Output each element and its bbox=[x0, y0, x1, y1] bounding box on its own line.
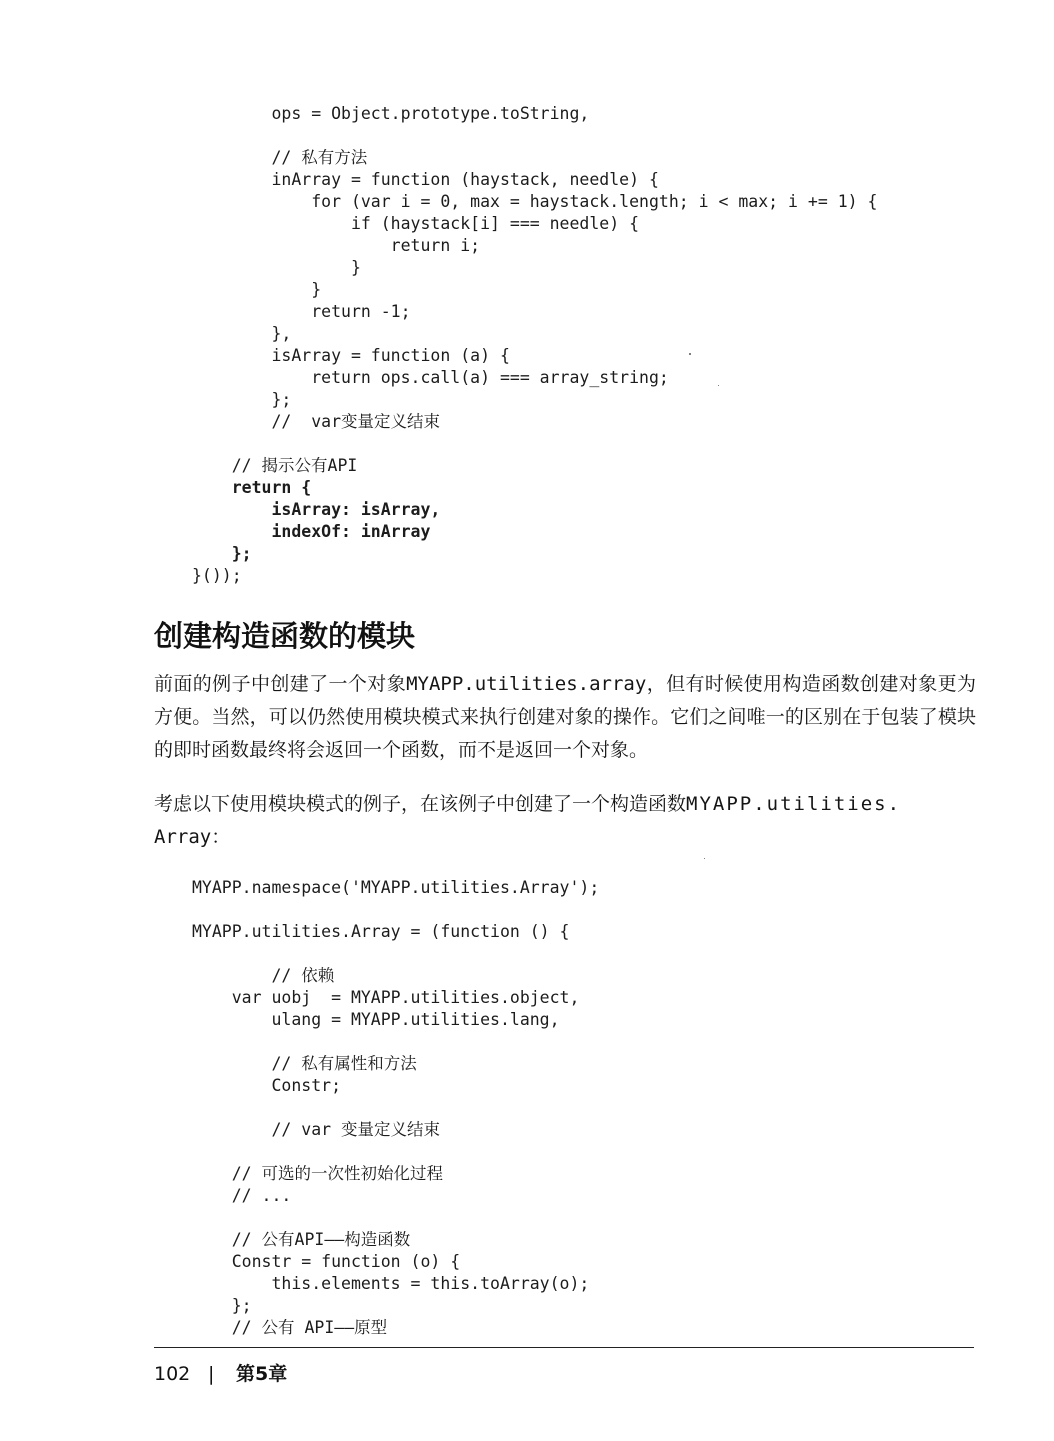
code-line bbox=[192, 1207, 599, 1229]
body-paragraph-1 bbox=[154, 668, 976, 767]
code-block-module-pattern bbox=[192, 103, 877, 587]
scan-speck bbox=[704, 858, 705, 859]
paragraph-1-inline-code: MYAPP.utilities.array bbox=[406, 673, 647, 695]
code-line: Constr = function (o) { bbox=[192, 1252, 461, 1271]
code-line: // 揭示公有API bbox=[192, 456, 358, 475]
code-line: indexOf: inArray bbox=[192, 522, 431, 541]
footer-rule bbox=[154, 1347, 974, 1348]
code-line: // var变量定义结束 bbox=[192, 412, 441, 431]
code-line: inArray = function (haystack, needle) { bbox=[192, 170, 659, 189]
code-line: ops = Object.prototype.toString, bbox=[192, 104, 590, 123]
paragraph-2-text-after: ： bbox=[211, 826, 231, 848]
paragraph-1-text-after: ，但有时候使用构造函数创建对象更为方便。当然，可以仍然使用模块模式来执行创建对象的操作。它们之间唯一的区别在于包装了模块的即时函数最终将会返回一个函数，而不是返回一个对象。 bbox=[154, 673, 976, 761]
paragraph-2-inline-code: MYAPP.utilities. bbox=[686, 793, 902, 815]
code-line: this.elements = this.toArray(o); bbox=[192, 1274, 590, 1293]
code-line: MYAPP.utilities.Array = (function () { bbox=[192, 922, 570, 941]
code-line: }; bbox=[192, 390, 292, 409]
code-line: // 可选的一次性初始化过程 bbox=[192, 1164, 444, 1183]
code-line: }; bbox=[192, 1296, 252, 1315]
paragraph-2-text-before: 考虑以下使用模块模式的例子，在该例子中创建了一个构造函数 bbox=[154, 793, 687, 815]
code-line bbox=[192, 943, 599, 965]
code-line: ulang = MYAPP.utilities.lang, bbox=[192, 1010, 560, 1029]
code-line: MYAPP.namespace('MYAPP.utilities.Array'); bbox=[192, 878, 600, 897]
code-line: }; bbox=[192, 544, 252, 563]
code-line: // 私有方法 bbox=[192, 148, 368, 167]
code-block-constructor-module bbox=[192, 877, 599, 1339]
code-line: // ... bbox=[192, 1186, 292, 1205]
footer-separator: | bbox=[208, 1363, 215, 1385]
code-line: } bbox=[192, 280, 322, 299]
code-line bbox=[192, 1141, 599, 1163]
code-line: // 依赖 bbox=[192, 966, 335, 985]
code-line: }, bbox=[192, 324, 292, 343]
code-line bbox=[192, 125, 877, 147]
code-line: isArray = function (a) { bbox=[192, 346, 510, 365]
code-line: return -1; bbox=[192, 302, 411, 321]
code-line: }()); bbox=[192, 566, 242, 585]
code-line: return { bbox=[192, 478, 312, 497]
code-line bbox=[192, 1031, 599, 1053]
code-line bbox=[192, 899, 599, 921]
scan-speck bbox=[718, 385, 719, 386]
code-line: } bbox=[192, 258, 361, 277]
code-line: // var 变量定义结束 bbox=[192, 1120, 441, 1139]
code-line: // 公有API——构造函数 bbox=[192, 1230, 411, 1249]
code-line: // 公有 API——原型 bbox=[192, 1318, 388, 1337]
paragraph-2-inline-code-2: Array bbox=[154, 826, 212, 848]
chapter-label: 第5章 bbox=[236, 1363, 288, 1385]
code-line: if (haystack[i] === needle) { bbox=[192, 214, 640, 233]
code-line bbox=[192, 1097, 599, 1119]
page-number: 102 bbox=[154, 1363, 191, 1385]
section-heading: 创建构造函数的模块 bbox=[154, 619, 416, 653]
code-line: return ops.call(a) === array_string; bbox=[192, 368, 669, 387]
code-line: isArray: isArray, bbox=[192, 500, 441, 519]
code-line bbox=[192, 433, 877, 455]
code-line: Constr; bbox=[192, 1076, 342, 1095]
code-line: var uobj = MYAPP.utilities.object, bbox=[192, 988, 580, 1007]
code-line: for (var i = 0, max = haystack.length; i < max; i += 1) { bbox=[192, 192, 878, 211]
paragraph-1-text-before: 前面的例子中创建了一个对象 bbox=[154, 673, 407, 695]
body-paragraph-2 bbox=[154, 788, 976, 854]
scan-speck bbox=[689, 353, 691, 355]
code-line: return i; bbox=[192, 236, 481, 255]
code-line: // 私有属性和方法 bbox=[192, 1054, 417, 1073]
